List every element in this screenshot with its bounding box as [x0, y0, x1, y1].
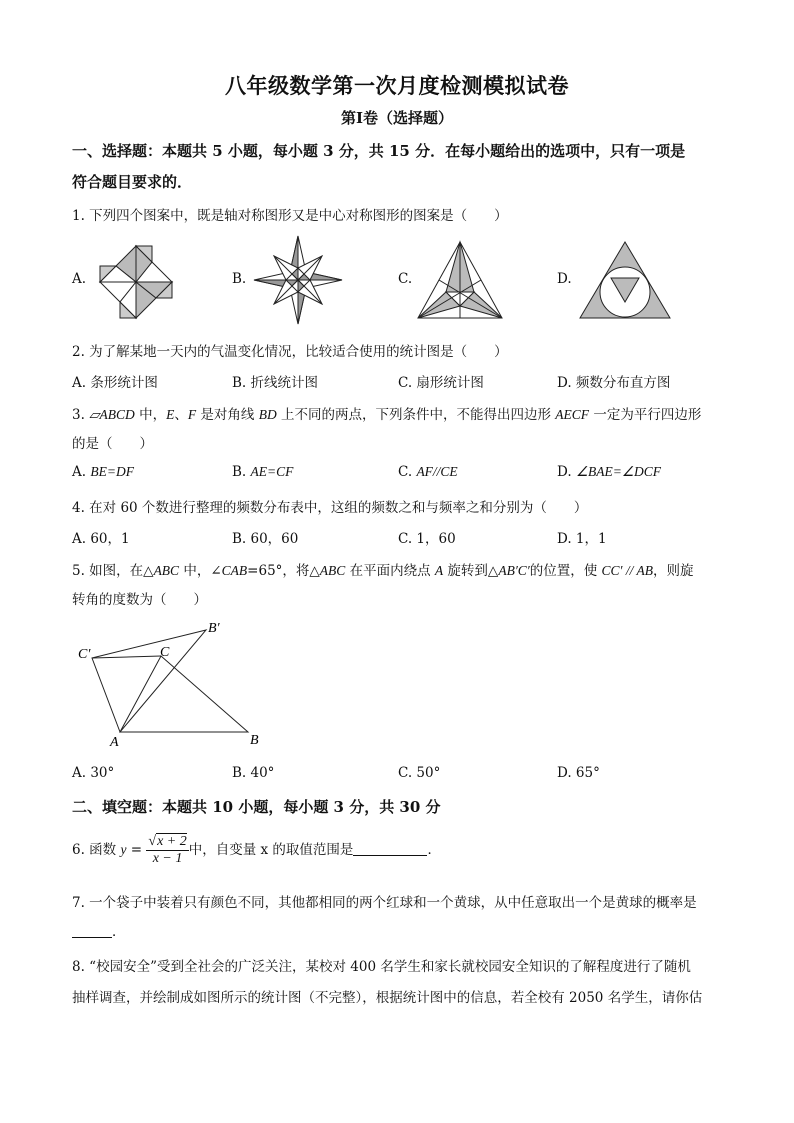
- question-3-cont: 的是（ ）: [72, 436, 153, 452]
- q3-option-a-label: A.: [72, 464, 87, 480]
- q5-option-a: A. 30°: [72, 765, 115, 781]
- page-subtitle: 第Ⅰ卷（选择题）: [340, 109, 454, 127]
- q6-denominator: x − 1: [152, 851, 183, 866]
- question-2: 2. 为了解某地一天内的气温变化情况，比较适合使用的统计图是（ ）: [72, 344, 508, 360]
- q6-answer-blank[interactable]: [353, 843, 427, 856]
- section1-heading-cont: 符合题目要求的．: [72, 173, 193, 191]
- sqrt-icon: √: [148, 834, 157, 849]
- section2-heading: 二、填空题：本题共 10 小题，每小题 3 分，共 30 分: [72, 798, 441, 816]
- question-8-cont: 抽样调查，并绘制成如图所示的统计图（不完整），根据统计图中的信息，若全校有 2050 名学生，请你估: [72, 990, 703, 1006]
- q5-t9: 旋转到△: [443, 563, 499, 579]
- q3-option-d: [557, 464, 661, 480]
- q3-sep: 、: [174, 407, 188, 423]
- question-5-cont: 转角的度数为（ ）: [72, 592, 207, 608]
- q6-fraction: [146, 834, 188, 867]
- q1-figure-c-triangle: [416, 240, 504, 320]
- question-5: [72, 559, 694, 579]
- q5-label-bprime: B′: [208, 621, 220, 636]
- q3-quad: AECF: [555, 407, 590, 422]
- q2-option-d: D. 频数分布直方图: [557, 375, 671, 391]
- q3-option-c-expr: AF//CE: [416, 464, 458, 479]
- q1-option-c-label: C.: [398, 271, 413, 287]
- q4-option-a: A. 60，1: [72, 531, 130, 547]
- q5-label-c: C: [160, 645, 170, 660]
- q5-t5: =65°，将△: [247, 563, 320, 579]
- q1-option-b-label: B.: [232, 271, 247, 287]
- q5-t1: 5. 如图，在△: [72, 563, 154, 579]
- q3-prefix: 3.: [72, 407, 90, 423]
- q5-t4: CAB: [221, 563, 248, 578]
- q7-end: ．: [112, 924, 126, 940]
- q3-parallelogram: ▱ABCD: [89, 407, 135, 422]
- q1-option-d-label: D.: [557, 271, 572, 287]
- q5-t7: 在平面内绕点: [345, 563, 435, 579]
- q1-figure-b-star: [252, 234, 344, 326]
- q5-option-c: C. 50°: [398, 765, 441, 781]
- question-7: 7. 一个袋子中装着只有颜色不同，其他都相同的两个红球和一个黄球，从中任意取出一个是黄球的概率是: [72, 895, 697, 911]
- q3-option-b: [232, 464, 293, 480]
- q5-label-cprime: C′: [78, 647, 91, 662]
- q3-point-e: E: [166, 407, 175, 422]
- question-1: 1. 下列四个图案中，既是轴对称图形又是中心对称图形的图案是（ ）: [72, 208, 508, 224]
- q5-figure-rotation: [72, 618, 272, 750]
- question-4: 4. 在对 60 个数进行整理的频数分布表中，这组的频数之和与频率之和分别为（ ）: [72, 500, 588, 516]
- question-3: [72, 403, 701, 423]
- q5-t6: ABC: [319, 563, 346, 578]
- section1-heading: 一、选择题：本题共 5 小题，每小题 3 分，共 15 分．在每小题给出的选项中，只有一项是: [72, 142, 686, 160]
- q6-y: y: [120, 842, 127, 857]
- q5-t11: 的位置，使: [529, 563, 602, 579]
- q4-option-d: D. 1，1: [557, 531, 607, 547]
- page-title: 八年级数学第一次月度检测模拟试卷: [225, 73, 569, 98]
- q3-text-c: 上不同的两点，下列条件中，不能得出四边形: [276, 407, 556, 423]
- q3-option-b-expr: AE=CF: [250, 464, 294, 479]
- q3-option-c: [398, 464, 458, 480]
- question-8: 8. “校园安全”受到全社会的广泛关注，某校对 400 名学生和家长就校园安全知识的了解程度进行了随机: [72, 959, 691, 975]
- q4-option-b: B. 60，60: [232, 531, 299, 547]
- q5-t13: ，则旋: [653, 563, 694, 579]
- question-7-cont: [72, 920, 126, 940]
- q2-option-c: C. 扇形统计图: [398, 375, 484, 391]
- q2-option-a: A. 条形统计图: [72, 375, 158, 391]
- q5-t8: A: [434, 563, 444, 578]
- q5-t3: 中，∠: [179, 563, 222, 579]
- q5-t12: CC′ // AB: [601, 563, 653, 578]
- q3-option-a-expr: BE=DF: [90, 464, 134, 479]
- q3-text-b: 是对角线: [196, 407, 259, 423]
- q4-option-c: C. 1，60: [398, 531, 456, 547]
- q3-option-d-expr: ∠BAE=∠DCF: [575, 464, 661, 479]
- q2-option-b: B. 折线统计图: [232, 375, 319, 391]
- q6-suffix: 中，自变量 x 的取值范围是: [188, 842, 354, 858]
- q5-option-b: B. 40°: [232, 765, 275, 781]
- q5-t10: AB′C′: [498, 563, 530, 578]
- q7-answer-blank[interactable]: [72, 925, 112, 938]
- q5-label-b: B: [250, 733, 259, 748]
- q5-label-a: A: [110, 735, 119, 750]
- q1-figure-d-triangle-circle: [578, 240, 672, 320]
- q3-diagonal: BD: [258, 407, 277, 422]
- q3-option-d-label: D.: [557, 464, 572, 480]
- q3-option-c-label: C.: [398, 464, 413, 480]
- q3-text-d: 一定为平行四边形: [589, 407, 702, 423]
- q1-figure-a-pinwheel: [92, 238, 180, 326]
- q3-option-b-label: B.: [232, 464, 247, 480]
- q5-option-d: D. 65°: [557, 765, 600, 781]
- q6-eq: =: [126, 842, 147, 858]
- q5-t2: ABC: [153, 563, 180, 578]
- q6-numerator: x + 2: [157, 834, 187, 849]
- q6-prefix: 6. 函数: [72, 842, 121, 858]
- q3-text-a: 中，: [134, 407, 167, 423]
- q1-option-a-label: A.: [72, 271, 87, 287]
- q3-point-f: F: [187, 407, 197, 422]
- q3-option-a: [72, 464, 134, 480]
- q6-end: ．: [427, 842, 441, 858]
- question-6: [72, 832, 441, 868]
